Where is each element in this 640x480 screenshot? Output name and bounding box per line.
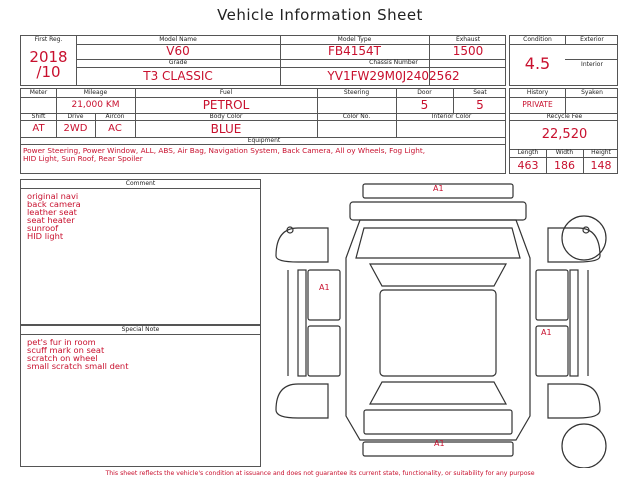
model-type-value: FB4154T	[327, 44, 381, 58]
model-type-label: Model Type	[337, 36, 372, 43]
special-note-list	[27, 338, 128, 370]
comment-item: original navi	[27, 191, 79, 201]
mileage-value: 21,000 KM	[71, 100, 120, 110]
exhaust-label: Exhaust	[455, 36, 481, 43]
comment-label: Comment	[125, 180, 156, 187]
chassis-number-label: Chassis Number	[369, 59, 418, 66]
exterior-label: Exterior	[580, 36, 604, 43]
fuel-label: Fuel	[219, 89, 233, 96]
first-reg-label: First Reg.	[34, 36, 63, 43]
comment-item: sunroof	[27, 223, 59, 233]
recycle-fee-value: 22,520	[541, 127, 588, 142]
door-label: Door	[417, 89, 432, 96]
length-value: 463	[517, 159, 539, 172]
condition-score: 4.5	[524, 54, 551, 73]
aircon-value: AC	[108, 123, 122, 134]
meter-label: Meter	[29, 89, 48, 96]
history-label: History	[526, 89, 549, 96]
equipment-label: Equipment	[247, 137, 281, 144]
chassis-number-value: YV1FW29M0J2402562	[327, 69, 460, 83]
recycle-fee-label: Recycle Fee	[546, 113, 583, 120]
mileage-label: Mileage	[83, 89, 108, 96]
special-note-box	[20, 325, 261, 467]
condition-label: Condition	[523, 36, 552, 43]
spec-table	[20, 88, 506, 174]
grade-label: Grade	[168, 59, 188, 66]
main-info-table	[20, 35, 506, 86]
damage-mark-left: A1	[319, 283, 330, 292]
damage-mark-rear: A1	[434, 439, 445, 448]
width-label: Width	[555, 149, 574, 156]
drive-label: Drive	[67, 113, 84, 120]
disclaimer-footer: This sheet reflects the vehicle's condition at issuance and does not guarantee its current state, functionality, or suitability for any purpose	[105, 470, 535, 477]
first-reg-year: 2018	[29, 49, 68, 65]
damage-mark-front: A1	[433, 184, 444, 193]
color-no-label: Color No.	[342, 113, 371, 120]
door-value: 5	[420, 98, 429, 112]
shift-label: Shift	[31, 113, 46, 120]
special-note-label: Special Note	[121, 326, 160, 333]
comment-item: leather seat	[27, 207, 77, 217]
comment-list	[27, 192, 81, 240]
car-damage-diagram	[268, 178, 618, 468]
drive-value: 2WD	[63, 123, 88, 134]
model-name-label: Model Name	[159, 36, 197, 43]
special-note-item: small scratch small dent	[27, 361, 129, 371]
first-reg-month: /10	[36, 64, 61, 80]
interior-label: Interior	[581, 61, 603, 68]
seat-label: Seat	[473, 89, 487, 96]
special-note-item: scuff mark on seat	[27, 345, 105, 355]
shift-value: AT	[32, 123, 45, 134]
seat-value: 5	[476, 98, 484, 112]
history-value: PRIVATE	[522, 100, 553, 109]
equipment-list: Power Steering, Power Window, ALL, ABS, Air Bag, Navigation System, Back Camera, All oy Wheels, Fog Light, HID Light, Sun Roof, Rear Spoiler	[23, 146, 426, 163]
car-outline	[276, 184, 600, 456]
height-label: Height	[591, 149, 611, 156]
width-value: 186	[554, 159, 575, 172]
comment-item: seat heater	[27, 215, 75, 225]
special-note-item: scratch on wheel	[27, 353, 98, 363]
comment-item: HID light	[27, 231, 64, 241]
exhaust-value: 1500	[452, 44, 484, 58]
syaken-label: Syaken	[581, 89, 603, 96]
comment-item: back camera	[27, 199, 81, 209]
model-name-value: V60	[166, 44, 190, 58]
height-value: 148	[590, 159, 612, 172]
wheel-indicator-bottom	[562, 424, 606, 468]
grade-value: T3 CLASSIC	[143, 69, 213, 83]
wheel-indicator-top	[562, 216, 606, 260]
aircon-label: Aircon	[105, 113, 125, 120]
length-label: Length	[517, 149, 539, 156]
interior-color-label: Interior Color	[431, 113, 472, 120]
damage-mark-right: A1	[541, 328, 552, 337]
special-note-item: pet's fur in room	[27, 337, 96, 347]
fuel-value: PETROL	[202, 98, 250, 112]
condition-table	[509, 35, 618, 86]
body-color-value: BLUE	[210, 122, 242, 136]
history-table	[509, 88, 618, 174]
body-color-label: Body Color	[209, 113, 243, 120]
steering-label: Steering	[343, 89, 370, 96]
comment-box	[20, 179, 261, 325]
sheet-title: Vehicle Information Sheet	[217, 6, 423, 24]
